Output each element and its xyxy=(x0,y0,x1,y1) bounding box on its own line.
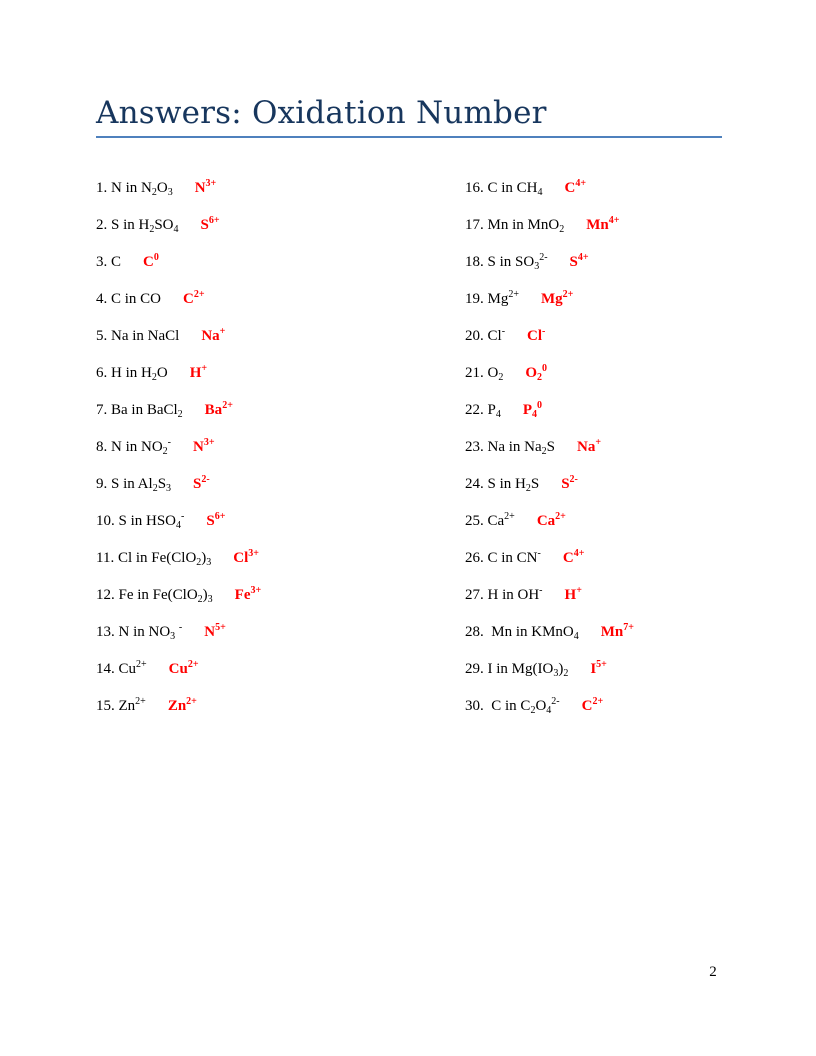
answer-text: $S^{4+}$ xyxy=(569,252,589,270)
answer-text: $I^{5+}$ xyxy=(590,659,607,677)
answer-text: Cl- xyxy=(527,326,546,344)
answer-text: $Mn^{4+}$ xyxy=(586,215,620,233)
title-underline xyxy=(96,136,722,138)
question-text: 13. N in $NO_3$ - xyxy=(96,622,183,642)
answer-text: $S^{6+}$ xyxy=(206,511,226,529)
question-text: 29. I in $Mg(IO_3)_2$ xyxy=(465,661,569,679)
answer-item xyxy=(465,244,740,281)
question-text: 24. S in $H_2S$ xyxy=(465,476,540,494)
question-text: 21. $O_2$ xyxy=(465,365,504,383)
answer-item xyxy=(465,281,740,318)
answer-item xyxy=(465,170,740,207)
answer-text: $P_4^0$ xyxy=(522,400,543,420)
answer-item xyxy=(96,392,465,429)
answer-item xyxy=(465,540,740,577)
answers-columns xyxy=(96,170,740,725)
answer-text: $C^{4+}$ xyxy=(562,548,585,566)
answer-text: $Cu^{2+}$ xyxy=(168,659,199,677)
question-text: 14. $Cu^{2+}$ xyxy=(96,659,147,677)
question-text: 22. $P_4$ xyxy=(465,402,501,420)
answer-item xyxy=(96,466,465,503)
answer-item xyxy=(96,170,465,207)
answer-text: $Ca^{2+}$ xyxy=(536,511,566,529)
question-text: 17. Mn in MnO$_2$ xyxy=(465,217,565,235)
answer-text: $Mg^{2+}$ xyxy=(540,289,574,307)
answer-item xyxy=(465,614,740,651)
answer-item xyxy=(465,355,740,392)
question-text: 9. S in $Al_2S_3$ xyxy=(96,476,172,494)
answer-item xyxy=(96,207,465,244)
answer-text: $S^{2-}$ xyxy=(561,474,578,492)
question-text: 5. Na in NaCl xyxy=(96,328,180,344)
answer-text: $O_2^0$ xyxy=(525,363,548,383)
answer-item xyxy=(96,281,465,318)
answer-item xyxy=(96,244,465,281)
answer-item xyxy=(465,688,740,725)
question-text: 4. C in CO xyxy=(96,291,162,307)
question-text: 25. $Ca^{2+}$ xyxy=(465,511,515,529)
answer-text: H+ xyxy=(189,363,208,381)
question-text: 1. N in $N_2O_3$ xyxy=(96,180,173,198)
answer-item xyxy=(465,577,740,614)
question-text: 23. Na in $Na_2S$ xyxy=(465,439,555,457)
answer-item xyxy=(465,207,740,244)
answer-item xyxy=(465,318,740,355)
answer-text: $Ba^{2+}$ xyxy=(204,400,233,418)
answer-text: $C^{2+}$ xyxy=(183,289,205,307)
answer-text: $C^0$ xyxy=(143,252,159,270)
answer-item xyxy=(96,577,465,614)
answer-text: $S^{2-}$ xyxy=(193,474,210,492)
answer-text: Na+ xyxy=(201,326,226,344)
question-text: 8. N in $NO_2^-$ xyxy=(96,437,172,457)
question-text: 12. Fe in $Fe(ClO_2)_3$ xyxy=(96,587,213,605)
answer-item xyxy=(96,540,465,577)
answer-text: Na+ xyxy=(577,437,602,455)
answer-text: $N^{3+}$ xyxy=(194,178,217,196)
question-text: 19. $Mg^{2+}$ xyxy=(465,289,519,307)
answer-text: $N^{5+}$ xyxy=(204,622,226,640)
question-text: 20. Cl- xyxy=(465,326,506,344)
question-text: 18. S in $SO_3^{2-}$ xyxy=(465,252,548,272)
question-text: 30. C in $C_2O_4^{2-}$ xyxy=(465,696,560,716)
answers-right-column xyxy=(465,170,740,725)
answer-item xyxy=(465,429,740,466)
question-text: 28. Mn in KMnO$_4$ xyxy=(465,624,579,642)
answer-item xyxy=(96,614,465,651)
answer-text: H+ xyxy=(564,585,582,603)
question-text: 7. Ba in BaCl$_2$ xyxy=(96,402,183,420)
page-title: Answers: Oxidation Number xyxy=(96,95,547,131)
answer-item xyxy=(465,392,740,429)
question-text: 16. C in $CH_4$ xyxy=(465,180,543,198)
question-text: 26. C in CN- xyxy=(465,548,541,566)
question-text: 15. $Zn^{2+}$ xyxy=(96,696,146,714)
question-text: 6. H in $H_2O$ xyxy=(96,365,168,383)
answers-left-column xyxy=(96,170,465,725)
question-text: 2. S in $H_2SO_4$ xyxy=(96,217,179,235)
answer-text: $C^{4+}$ xyxy=(564,178,587,196)
question-text: 27. H in OH- xyxy=(465,585,543,603)
answer-item xyxy=(96,318,465,355)
answer-text: $Mn^{7+}$ xyxy=(600,622,634,640)
answer-item xyxy=(96,429,465,466)
answer-text: $C^{2+}$ xyxy=(581,696,604,714)
answer-item xyxy=(465,651,740,688)
question-text: 3. C xyxy=(96,254,122,270)
answer-text: $Fe^{3+}$ xyxy=(234,585,262,603)
answer-text: $S^{6+}$ xyxy=(200,215,220,233)
answer-item xyxy=(96,355,465,392)
question-text: 10. S in $HSO_4^-$ xyxy=(96,511,185,531)
answer-text: $Cl^{3+}$ xyxy=(233,548,259,566)
answer-item xyxy=(96,651,465,688)
title-section xyxy=(96,96,722,138)
question-text: 11. Cl in $Fe(ClO_2)_3$ xyxy=(96,550,212,568)
answer-item xyxy=(465,503,740,540)
answer-item xyxy=(465,466,740,503)
answer-item xyxy=(96,688,465,725)
answer-item xyxy=(96,503,465,540)
answer-text: $Zn^{2+}$ xyxy=(167,696,197,714)
answer-text: $N^{3+}$ xyxy=(193,437,215,455)
page-number: 2 xyxy=(709,964,717,980)
